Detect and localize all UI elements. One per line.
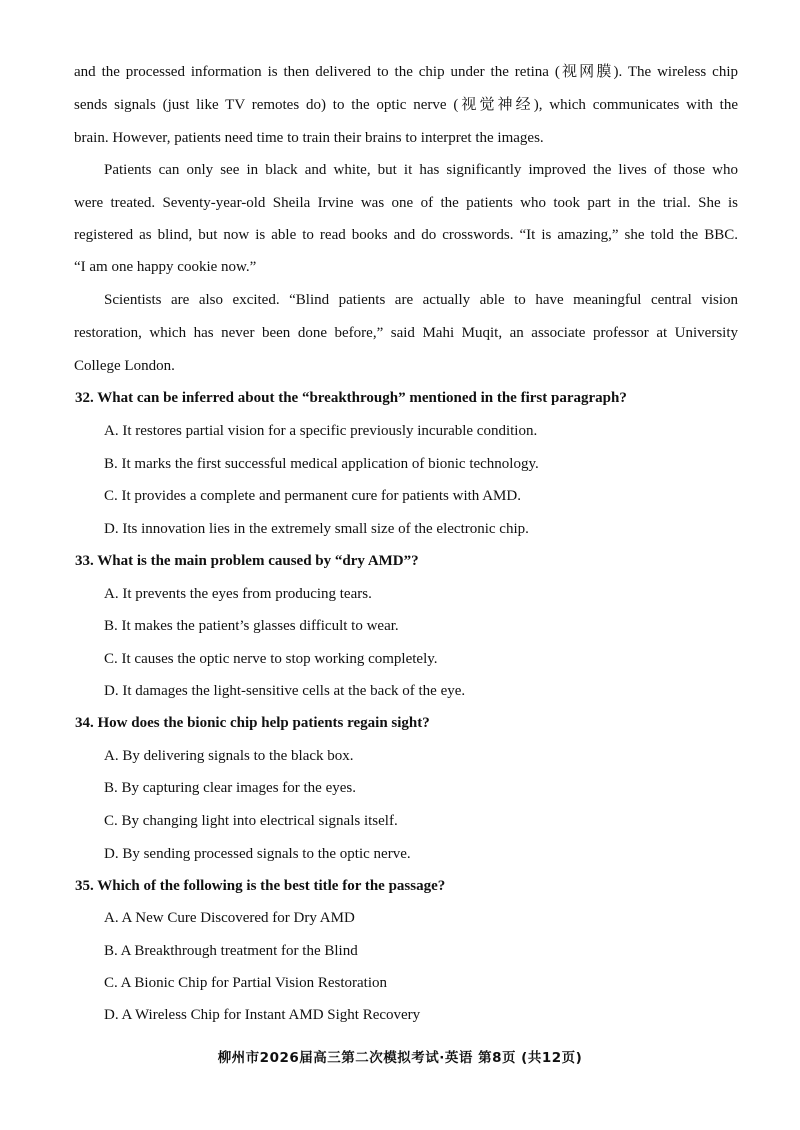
passage-line: Scientists are also excited. “Blind patients are actually able to have meaningful central vision — [104, 292, 738, 308]
answer-option: A. By delivering signals to the black box. — [104, 748, 354, 764]
passage-line: and the processed information is then delivered to the chip under the retina (视网膜). The wireless chip — [74, 64, 738, 80]
answer-option: C. By changing light into electrical signals itself. — [104, 813, 398, 829]
question-stem: 32. What can be inferred about the “breakthrough” mentioned in the first paragraph? — [75, 390, 627, 406]
answer-option: A. It prevents the eyes from producing tears. — [104, 586, 372, 602]
question-stem: 35. Which of the following is the best title for the passage? — [75, 878, 446, 894]
answer-option: B. It makes the patient’s glasses difficult to wear. — [104, 618, 399, 634]
passage-line: College London. — [74, 358, 175, 374]
answer-option: D. It damages the light-sensitive cells at the back of the eye. — [104, 683, 466, 699]
answer-option: B. It marks the first successful medical application of bionic technology. — [104, 456, 539, 472]
passage-line: were treated. Seventy-year-old Sheila Irvine was one of the patients who took part in the trial. She is — [74, 195, 738, 211]
answer-option: D. Its innovation lies in the extremely small size of the electronic chip. — [104, 521, 529, 537]
answer-option: C. It causes the optic nerve to stop working completely. — [104, 651, 438, 667]
answer-option: D. By sending processed signals to the optic nerve. — [104, 846, 411, 862]
answer-option: B. By capturing clear images for the eyes. — [104, 780, 356, 796]
answer-option: C. It provides a complete and permanent cure for patients with AMD. — [104, 488, 521, 504]
answer-option: C. A Bionic Chip for Partial Vision Restoration — [104, 975, 387, 991]
passage-line: restoration, which has never been done before,” said Mahi Muqit, an associate professor at University — [74, 325, 738, 341]
passage-line: registered as blind, but now is able to read books and do crosswords. “It is amazing,” she told the BBC. — [74, 227, 738, 243]
answer-option: A. A New Cure Discovered for Dry AMD — [104, 910, 355, 926]
question-stem: 33. What is the main problem caused by “dry AMD”? — [75, 553, 419, 569]
passage-line: Patients can only see in black and white, but it has significantly improved the lives of those who — [104, 162, 738, 178]
answer-option: A. It restores partial vision for a specific previously incurable condition. — [104, 423, 538, 439]
answer-option: B. A Breakthrough treatment for the Blind — [104, 943, 358, 959]
passage-line: sends signals (just like TV remotes do) to the optic nerve (视觉神经), which communicates with the — [74, 97, 738, 113]
page-footer: 柳州市2026届高三第二次模拟考试·英语 第8页 (共12页) — [217, 1050, 583, 1066]
passage-line: brain. However, patients need time to train their brains to interpret the images. — [74, 130, 544, 146]
passage-line: “I am one happy cookie now.” — [74, 259, 257, 275]
answer-option: D. A Wireless Chip for Instant AMD Sight Recovery — [104, 1007, 421, 1023]
question-stem: 34. How does the bionic chip help patients regain sight? — [75, 715, 430, 731]
